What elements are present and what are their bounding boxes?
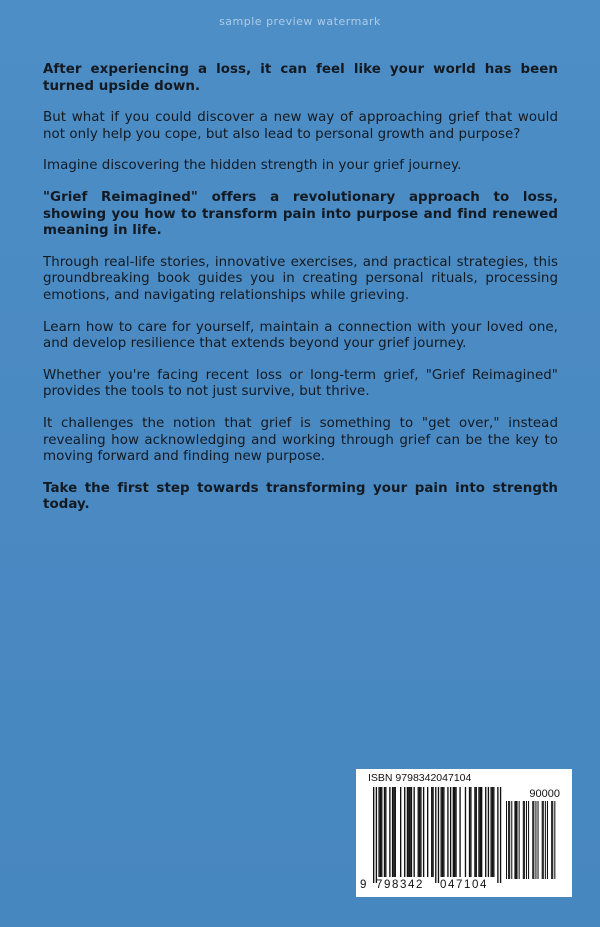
price-barcode-bar	[538, 801, 539, 879]
price-barcode-bar	[508, 801, 509, 879]
isbn-label: ISBN 9798342047104	[368, 772, 472, 784]
barcode-bar	[450, 787, 451, 877]
barcode-bar	[393, 787, 394, 877]
barcode-bar	[411, 787, 412, 877]
barcode-bar	[485, 787, 486, 877]
barcode-bar	[476, 787, 477, 877]
barcode-bar	[478, 787, 479, 877]
barcode-bar	[435, 787, 436, 883]
price-barcode-bar	[514, 801, 515, 879]
barcode-bar	[469, 787, 470, 877]
barcode-bar	[443, 787, 444, 877]
barcode-label	[356, 769, 572, 897]
barcode-bar	[459, 787, 460, 877]
barcode-bar	[389, 787, 390, 877]
barcode-digits-left: 798342	[376, 879, 424, 891]
blurb-paragraph: But what if you could discover a new way of approaching grief that would not only help you cope, but also lead to personal growth and purpose?	[43, 110, 558, 142]
price-barcode-bar	[545, 801, 546, 879]
barcode-bar	[474, 787, 475, 877]
price-barcode-bar	[543, 801, 544, 879]
barcode-bar	[381, 787, 382, 877]
barcode-bar	[395, 787, 396, 877]
price-barcode-bar	[506, 801, 507, 879]
barcode-bar	[385, 787, 386, 877]
price-barcode-bar	[528, 801, 529, 879]
barcode-bar	[488, 787, 489, 877]
blurb-paragraph: Take the first step towards transforming your pain into strength today.	[43, 480, 558, 513]
price-barcode-bar	[517, 801, 518, 879]
barcode-bar	[419, 787, 420, 877]
barcode-bar	[427, 787, 428, 877]
barcode-bar	[409, 787, 410, 877]
barcode-bar	[454, 787, 455, 877]
price-barcode-bar	[526, 801, 527, 879]
barcode-bar	[400, 787, 401, 877]
barcode-bar	[490, 787, 491, 877]
price-barcode-bar	[511, 801, 512, 879]
barcode-bar	[404, 787, 405, 877]
blurb-paragraph: Whether you're facing recent loss or long-term grief, "Grief Reimagined" provides the tools to not just survive, but thrive.	[43, 367, 558, 400]
barcode-bar	[431, 787, 432, 877]
barcode-bar	[384, 787, 385, 877]
blurb-paragraph: Through real-life stories, innovative exercises, and practical strategies, this groundbreaking book guides you in creating personal rituals, processing emotions, and navigating relationships while grieving.	[43, 254, 558, 303]
barcode-bar	[420, 787, 421, 877]
price-code: 90000	[529, 788, 560, 800]
price-barcode-bar	[542, 801, 543, 879]
barcode-bar	[441, 787, 442, 877]
watermark-text: sample preview watermark	[219, 15, 381, 28]
barcode-bar	[497, 787, 498, 883]
price-barcode-bar	[535, 801, 536, 879]
barcode-bar	[392, 787, 393, 877]
blurb-paragraph: Imagine discovering the hidden strength in your grief journey.	[43, 158, 462, 174]
barcode-digit-first: 9	[360, 879, 368, 891]
blurb-paragraph: Learn how to care for yourself, maintain a connection with your loved one, and develop resilience that extends beyond your grief journey.	[43, 319, 558, 352]
price-barcode-bar	[551, 801, 552, 879]
barcode-bar	[453, 787, 454, 877]
barcode-bar	[380, 787, 381, 877]
price-barcode-bar	[552, 801, 553, 879]
barcode-bar	[481, 787, 482, 877]
barcode-bar	[465, 787, 466, 877]
barcode-bar	[423, 787, 424, 877]
barcode-bar	[378, 787, 379, 877]
barcode-bar	[414, 787, 415, 877]
price-barcode-bar	[524, 801, 525, 879]
price-barcode-bar	[515, 801, 516, 879]
barcode-bar	[407, 787, 408, 877]
barcode-bar	[500, 787, 501, 883]
barcode-bar	[408, 787, 409, 877]
barcode-bar	[470, 787, 471, 877]
price-barcode-bar	[547, 801, 548, 879]
barcode-bar	[455, 787, 456, 877]
barcode-bar	[447, 787, 448, 877]
barcode-bar	[376, 787, 377, 883]
barcode-bar	[438, 787, 439, 883]
blurb-paragraph: After experiencing a loss, it can feel like your world has been turned upside down.	[43, 62, 558, 94]
barcode-bar	[493, 787, 494, 877]
barcode-bar	[432, 787, 433, 877]
price-barcode-bar	[519, 801, 520, 879]
barcode-bar	[492, 787, 493, 877]
barcode-digits-right: 047104	[440, 879, 488, 891]
barcode-bar	[442, 787, 443, 877]
price-barcode-bar	[533, 801, 534, 879]
blurb-text-block	[43, 62, 558, 529]
barcode-bar	[480, 787, 481, 877]
barcode-bar	[418, 787, 419, 877]
blurb-paragraph: "Grief Reimagined" offers a revolutionary approach to loss, showing you how to transform pain into purpose and find renewed meaning in life.	[43, 189, 558, 239]
price-barcode-bar	[523, 801, 524, 879]
price-barcode-bar	[532, 801, 533, 879]
blurb-paragraph: It challenges the notion that grief is something to "get over," instead revealing how acknowledging and working through grief can be the key to moving forward and finding new purpose.	[43, 415, 558, 465]
barcode-bar	[373, 787, 374, 883]
price-barcode-bar	[554, 801, 555, 879]
price-barcode-bar	[509, 801, 510, 879]
